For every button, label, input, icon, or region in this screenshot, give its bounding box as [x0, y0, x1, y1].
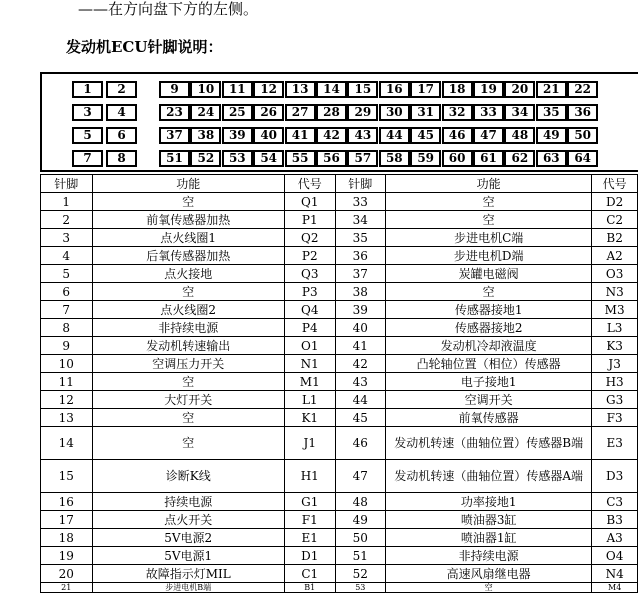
- pin-code: G1: [284, 493, 335, 511]
- connector-pin: 21: [536, 81, 567, 98]
- pin-table: [40, 174, 638, 593]
- connector-pin: 39: [222, 127, 253, 144]
- pin-number: 45: [335, 409, 386, 427]
- table-row: [41, 229, 638, 247]
- pin-function: 喷油器3缸: [386, 511, 592, 529]
- table-row: [41, 373, 638, 391]
- pin-code: P1: [284, 211, 335, 229]
- pin-code: C2: [592, 211, 638, 229]
- connector-pin: 24: [190, 104, 221, 121]
- pin-function: 非持续电源: [92, 319, 284, 337]
- pin-code: N3: [592, 283, 638, 301]
- table-row: [41, 565, 638, 583]
- pin-code: Q4: [284, 301, 335, 319]
- connector-pin: 53: [222, 150, 253, 167]
- pin-code: Q3: [284, 265, 335, 283]
- connector-pin: 19: [473, 81, 504, 98]
- pin-function: 空调压力开关: [92, 355, 284, 373]
- connector-pin: 26: [253, 104, 284, 121]
- table-row: [41, 301, 638, 319]
- table-row: [41, 319, 638, 337]
- connector-pin: 46: [442, 127, 473, 144]
- connector-pin: 30: [379, 104, 410, 121]
- pin-function: 电子接地1: [386, 373, 592, 391]
- connector-pin: 5: [72, 127, 103, 144]
- connector-pin: 37: [159, 127, 190, 144]
- connector-pin: 2: [106, 81, 137, 98]
- pin-function: 空: [386, 283, 592, 301]
- pin-code: B1: [284, 583, 335, 593]
- connector-pin: 15: [347, 81, 378, 98]
- pin-function: 发动机转速（曲轴位置）传感器A端: [386, 460, 592, 493]
- connector-pin: 56: [316, 150, 347, 167]
- connector-pin: 16: [379, 81, 410, 98]
- pin-function: 诊断K线: [92, 460, 284, 493]
- pin-code: M4: [592, 583, 638, 593]
- pin-code: C3: [592, 493, 638, 511]
- connector-pin: 63: [536, 150, 567, 167]
- table-row: [41, 247, 638, 265]
- pin-code: D2: [592, 193, 638, 211]
- table-row: [41, 511, 638, 529]
- connector-pin: 57: [347, 150, 378, 167]
- pin-code: B3: [592, 511, 638, 529]
- pin-function: 点火线圈1: [92, 229, 284, 247]
- col-header-function: 功能: [92, 175, 284, 193]
- pin-function: 高速风扇继电器: [386, 565, 592, 583]
- pin-function: 非持续电源: [386, 547, 592, 565]
- pin-code: E1: [284, 529, 335, 547]
- pin-function: 空: [386, 583, 592, 593]
- pin-function: 空: [92, 193, 284, 211]
- connector-pin: 41: [285, 127, 316, 144]
- pin-code: N4: [592, 565, 638, 583]
- pin-function: 5V电源2: [92, 529, 284, 547]
- table-row: [41, 391, 638, 409]
- pin-code: C1: [284, 565, 335, 583]
- pin-table-header: [41, 175, 638, 193]
- connector-pin: 4: [106, 104, 137, 121]
- connector-pin: 36: [567, 104, 598, 121]
- pin-function: 空调开关: [386, 391, 592, 409]
- pin-code: A2: [592, 247, 638, 265]
- pin-code: Q1: [284, 193, 335, 211]
- pin-code: F1: [284, 511, 335, 529]
- pin-number: 1: [41, 193, 93, 211]
- pin-number: 33: [335, 193, 386, 211]
- pin-code: N1: [284, 355, 335, 373]
- pin-number: 21: [41, 583, 93, 593]
- pin-number: 9: [41, 337, 93, 355]
- pin-number: 46: [335, 427, 386, 460]
- connector-pin: 13: [285, 81, 316, 98]
- connector-pin: 38: [190, 127, 221, 144]
- pin-function: 空: [92, 283, 284, 301]
- pin-number: 19: [41, 547, 93, 565]
- col-header-function: 功能: [386, 175, 592, 193]
- connector-pin: 60: [442, 150, 473, 167]
- connector-pin: 62: [504, 150, 535, 167]
- connector-pin: 31: [410, 104, 441, 121]
- pin-function: 炭罐电磁阀: [386, 265, 592, 283]
- pin-number: 20: [41, 565, 93, 583]
- pin-function: 步进电机C端: [386, 229, 592, 247]
- pin-number: 12: [41, 391, 93, 409]
- pin-number: 47: [335, 460, 386, 493]
- connector-pin: 9: [159, 81, 190, 98]
- pin-number: 4: [41, 247, 93, 265]
- pin-code: E3: [592, 427, 638, 460]
- pin-number: 2: [41, 211, 93, 229]
- pin-number: 42: [335, 355, 386, 373]
- pin-function: 前氧传感器: [386, 409, 592, 427]
- connector-pin: 27: [285, 104, 316, 121]
- table-row: [41, 355, 638, 373]
- pin-number: 49: [335, 511, 386, 529]
- pin-number: 41: [335, 337, 386, 355]
- pin-function: 点火开关: [92, 511, 284, 529]
- connector-pin: 7: [72, 150, 103, 167]
- pin-code: L1: [284, 391, 335, 409]
- pin-code: J3: [592, 355, 638, 373]
- table-row: [41, 337, 638, 355]
- connector-pin: 49: [536, 127, 567, 144]
- connector-pin: 35: [536, 104, 567, 121]
- connector-pin: 42: [316, 127, 347, 144]
- connector-pin: 54: [253, 150, 284, 167]
- pin-code: G3: [592, 391, 638, 409]
- pin-number: 5: [41, 265, 93, 283]
- connector-pin: 52: [190, 150, 221, 167]
- pin-code: P3: [284, 283, 335, 301]
- table-row: [41, 460, 638, 493]
- intro-line: ——在方向盘下方的左侧。: [78, 0, 259, 18]
- pin-function: 功率接地1: [386, 493, 592, 511]
- pin-function: 空: [92, 409, 284, 427]
- connector-pin: 55: [285, 150, 316, 167]
- table-row: [41, 493, 638, 511]
- pin-code: F3: [592, 409, 638, 427]
- pin-function: 传感器接地1: [386, 301, 592, 319]
- pin-function: 故障指示灯MIL: [92, 565, 284, 583]
- col-header-code: 代号: [284, 175, 335, 193]
- col-header-pin: 针脚: [41, 175, 93, 193]
- pin-function: 空: [386, 193, 592, 211]
- pin-function: 步进电机B端: [92, 583, 284, 593]
- pin-function: 发动机转速（曲轴位置）传感器B端: [386, 427, 592, 460]
- pin-code: L3: [592, 319, 638, 337]
- table-row: [41, 409, 638, 427]
- connector-pin: 23: [159, 104, 190, 121]
- table-row: [41, 265, 638, 283]
- connector-pin: 25: [222, 104, 253, 121]
- connector-pin: 17: [410, 81, 441, 98]
- pin-function: 大灯开关: [92, 391, 284, 409]
- connector-pin: 11: [222, 81, 253, 98]
- connector-pin: 61: [473, 150, 504, 167]
- connector-pin: 14: [316, 81, 347, 98]
- pin-number: 34: [335, 211, 386, 229]
- pin-number: 13: [41, 409, 93, 427]
- pin-number: 36: [335, 247, 386, 265]
- ecu-connector-diagram: [40, 72, 638, 172]
- pin-number: 14: [41, 427, 93, 460]
- connector-pin: 44: [379, 127, 410, 144]
- table-row: [41, 583, 638, 593]
- pin-code: K1: [284, 409, 335, 427]
- pin-number: 7: [41, 301, 93, 319]
- pin-number: 40: [335, 319, 386, 337]
- pin-code: A3: [592, 529, 638, 547]
- connector-pin: 8: [106, 150, 137, 167]
- connector-pin: 33: [473, 104, 504, 121]
- pin-number: 11: [41, 373, 93, 391]
- pin-function: 发动机转速输出: [92, 337, 284, 355]
- pin-number: 6: [41, 283, 93, 301]
- col-header-pin: 针脚: [335, 175, 386, 193]
- connector-pin: 43: [347, 127, 378, 144]
- pin-function: 点火线圈2: [92, 301, 284, 319]
- pin-code: H1: [284, 460, 335, 493]
- pin-number: 53: [335, 583, 386, 593]
- connector-pin: 45: [410, 127, 441, 144]
- connector-pin: 22: [567, 81, 598, 98]
- connector-pin: 6: [106, 127, 137, 144]
- connector-pin: 51: [159, 150, 190, 167]
- connector-pin: 28: [316, 104, 347, 121]
- pin-number: 3: [41, 229, 93, 247]
- pin-number: 51: [335, 547, 386, 565]
- pin-function: 后氧传感器加热: [92, 247, 284, 265]
- pin-number: 16: [41, 493, 93, 511]
- pin-number: 48: [335, 493, 386, 511]
- pin-function: 传感器接地2: [386, 319, 592, 337]
- connector-pin: 20: [504, 81, 535, 98]
- section-heading: 发动机ECU针脚说明：: [66, 38, 223, 56]
- pin-number: 38: [335, 283, 386, 301]
- pin-code: H3: [592, 373, 638, 391]
- pin-number: 44: [335, 391, 386, 409]
- pin-code: M1: [284, 373, 335, 391]
- pin-number: 39: [335, 301, 386, 319]
- connector-pin: 34: [504, 104, 535, 121]
- connector-pin: 10: [190, 81, 221, 98]
- pin-function: 凸轮轴位置（相位）传感器: [386, 355, 592, 373]
- connector-pin: 12: [253, 81, 284, 98]
- connector-pin: 40: [253, 127, 284, 144]
- pin-code: O3: [592, 265, 638, 283]
- pin-code: O4: [592, 547, 638, 565]
- pin-code: O1: [284, 337, 335, 355]
- pin-number: 8: [41, 319, 93, 337]
- pin-function: 空: [386, 211, 592, 229]
- pin-number: 15: [41, 460, 93, 493]
- connector-pin: 59: [410, 150, 441, 167]
- pin-function: 空: [92, 427, 284, 460]
- pin-number: 37: [335, 265, 386, 283]
- connector-pin: 64: [567, 150, 598, 167]
- pin-function: 持续电源: [92, 493, 284, 511]
- pin-function: 前氧传感器加热: [92, 211, 284, 229]
- pin-code: D1: [284, 547, 335, 565]
- pin-number: 10: [41, 355, 93, 373]
- connector-pin: 48: [504, 127, 535, 144]
- pin-function: 发动机冷却液温度: [386, 337, 592, 355]
- connector-pin: 18: [442, 81, 473, 98]
- pin-function: 步进电机D端: [386, 247, 592, 265]
- table-row: [41, 193, 638, 211]
- connector-pin: 1: [72, 81, 103, 98]
- pin-function: 5V电源1: [92, 547, 284, 565]
- connector-pin: 50: [567, 127, 598, 144]
- pin-code: J1: [284, 427, 335, 460]
- pin-number: 35: [335, 229, 386, 247]
- connector-pin: 58: [379, 150, 410, 167]
- table-row: [41, 283, 638, 301]
- table-row: [41, 211, 638, 229]
- pin-function: 喷油器1缸: [386, 529, 592, 547]
- connector-pin: 47: [473, 127, 504, 144]
- table-row: [41, 427, 638, 460]
- pin-function: 点火接地: [92, 265, 284, 283]
- connector-pin: 3: [72, 104, 103, 121]
- connector-pin: 29: [347, 104, 378, 121]
- pin-code: Q2: [284, 229, 335, 247]
- col-header-code: 代号: [592, 175, 638, 193]
- pin-code: P4: [284, 319, 335, 337]
- pin-number: 43: [335, 373, 386, 391]
- connector-pin: 32: [442, 104, 473, 121]
- table-row: [41, 547, 638, 565]
- pin-code: D3: [592, 460, 638, 493]
- pin-code: P2: [284, 247, 335, 265]
- pin-number: 17: [41, 511, 93, 529]
- pin-code: B2: [592, 229, 638, 247]
- table-row: [41, 529, 638, 547]
- pin-function: 空: [92, 373, 284, 391]
- pin-number: 52: [335, 565, 386, 583]
- pin-code: M3: [592, 301, 638, 319]
- pin-code: K3: [592, 337, 638, 355]
- pin-number: 18: [41, 529, 93, 547]
- pin-number: 50: [335, 529, 386, 547]
